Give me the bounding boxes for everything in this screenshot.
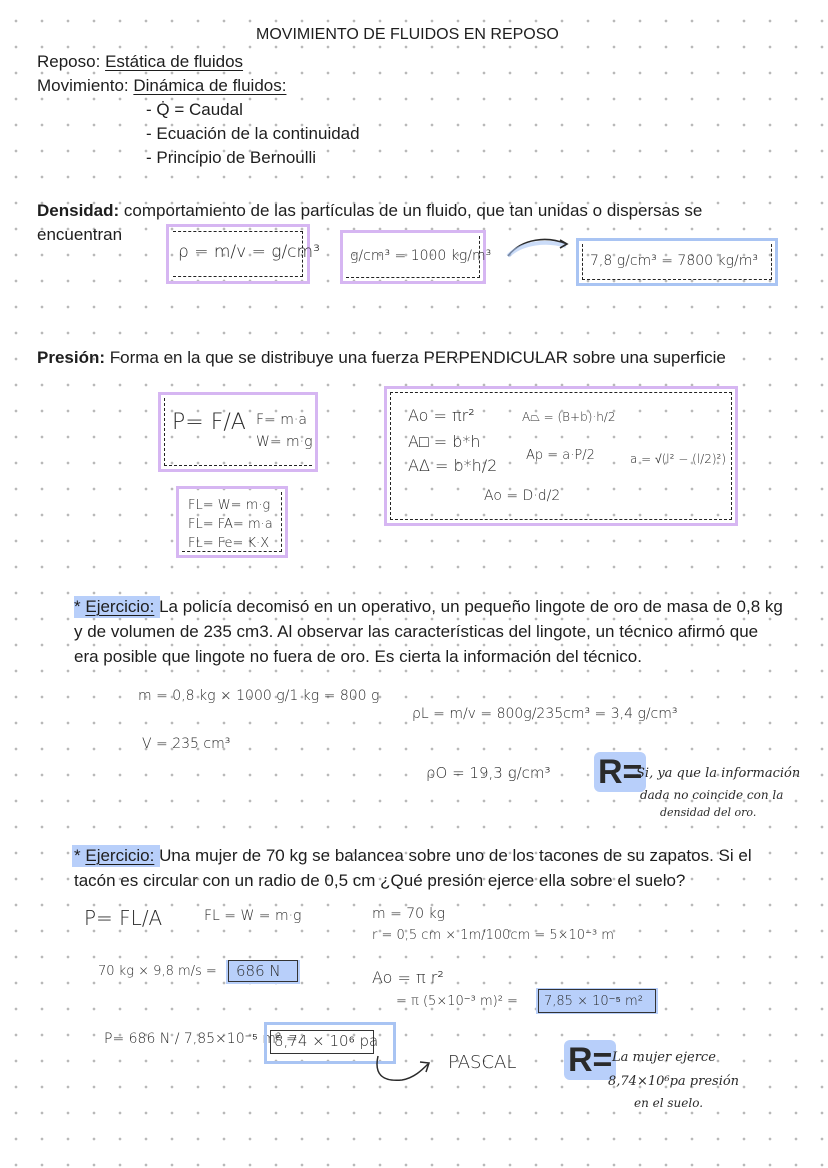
area-formula: Ao = π r² (372, 968, 444, 987)
densidad-text-2: encuentran (37, 225, 123, 244)
exercise-statement: La policía decomisó en un operativo, un pequeño lingote de oro de masa de 0,8 kg y de volumen de 235 cm3. Al observar las características del lingote, un técnico afirmó que era posible que lingote no fuera de oro. Es cierta la información del técnico. (74, 597, 783, 666)
presion-label: Presión: (37, 348, 106, 367)
pascal-label: PASCAL (448, 1052, 517, 1073)
force-line: FL= W= m·g (188, 498, 271, 513)
force-formula: F= m·a (256, 412, 307, 428)
pressure-def: P= FL/A (84, 906, 163, 930)
answer-line: 8,74×10⁶pa presión (608, 1074, 740, 1089)
pressure-result: 8,74 × 10⁶ pa (274, 1032, 379, 1050)
mass-conversion: m = 0,8 kg × 1000 g/1 kg = 800 g (138, 688, 380, 704)
pressure-calc: P= 686 N / 7,85×10⁻⁵ m² = (104, 1031, 298, 1047)
arrow-right-icon (504, 234, 570, 260)
area-circle: Ao = πr² (408, 406, 475, 425)
reposo-label: Reposo: (37, 52, 101, 71)
exercise-label: Ejercicio: (85, 846, 155, 865)
presion-line (37, 346, 726, 370)
densidad-line (37, 199, 702, 223)
force-line: FL= FA= m·a (188, 517, 273, 532)
arrow-icon (372, 1056, 432, 1086)
volume-value: V = 235 cm³ (142, 736, 231, 752)
apothem-formula: a = √(l² − (l/2)²) (630, 452, 726, 466)
page-title: MOVIMIENTO DE FLUIDOS EN REPOSO (256, 26, 559, 43)
density-formula: ρ = m/v = g/cm³ (178, 242, 320, 262)
density-calc: ρL = m/v = 800g/235cm³ = 3,4 g/cm³ (412, 706, 678, 722)
answer-line: Si, ya que la información (636, 766, 801, 781)
exercise-statement: Una mujer de 70 kg se balancea sobre uno de los tacones de su zapatos. Si el tacón es circular con un radio de 0,5 cm ¿Qué presión ejerce ella sobre el suelo? (74, 846, 752, 890)
answer-line: La mujer ejerce (612, 1050, 716, 1065)
densidad-text: comportamiento de las partículas de un fluido, que tan unidas o dispersas se (123, 201, 703, 220)
reposo-line (37, 50, 243, 74)
movimiento-value: Dinámica de fluidos: (133, 76, 287, 95)
area-calc: = π (5×10⁻³ m)² = (396, 994, 518, 1009)
movimiento-label: Movimiento: (37, 76, 129, 95)
weight-def: FL = W = m·g (204, 908, 302, 924)
pressure-formula: P= F/A (172, 410, 246, 435)
presion-text: Forma en la que se distribuye una fuerza PERPENDICULAR sobre una superficie (109, 348, 726, 367)
unit-conversion: g/cm³ = 1000 kg/m³ (350, 248, 492, 264)
exercise-1-text (74, 594, 784, 669)
exercise-star: * (74, 597, 81, 616)
list-item: - Principio de Bernoulli (146, 148, 317, 167)
weight-formula: W= m·g (256, 434, 313, 450)
movimiento-line (37, 74, 286, 98)
density-result: 7,8 g/cm³ = 7800 kg/m³ (590, 253, 758, 269)
densidad-label: Densidad: (37, 201, 120, 220)
answer-mark: R= (594, 752, 646, 792)
exercise-label: Ejercicio: (85, 597, 155, 616)
reposo-value: Estática de fluidos (105, 52, 244, 71)
exercise-2-text (74, 843, 784, 893)
answer-mark: R= (564, 1040, 616, 1080)
area-square: A□ = b*h (408, 432, 481, 451)
gold-density: ρO = 19,3 g/cm³ (426, 764, 551, 782)
mass-data: m = 70 kg (372, 906, 446, 922)
exercise-star: * (74, 846, 81, 865)
list-item: - Q̇ = Caudal (146, 100, 243, 119)
area-result: 7,85 × 10⁻⁵ m² (544, 994, 643, 1009)
radius-data: r = 0,5 cm × 1m/100cm = 5×10⁻³ m (372, 928, 614, 943)
answer-line: dada no coincide con la (640, 788, 784, 802)
answer-line: densidad del oro. (660, 806, 757, 819)
list-item: - Ecuación de la continuidad (146, 124, 360, 143)
weight-calc: 70 kg × 9,8 m/s = (98, 964, 217, 979)
area-trapezoid: A⏢ = (B+b)·h/2 (522, 410, 616, 424)
force-line: FL= Fe= K·X (188, 536, 270, 551)
answer-line: en el suelo. (634, 1096, 704, 1110)
area-ellipse: Ao = D·d/2 (484, 488, 561, 504)
weight-result: 686 N (236, 962, 281, 980)
area-triangle: AΔ = b*h/2 (408, 456, 498, 475)
area-polygon: Ap = a·P/2 (526, 448, 595, 463)
